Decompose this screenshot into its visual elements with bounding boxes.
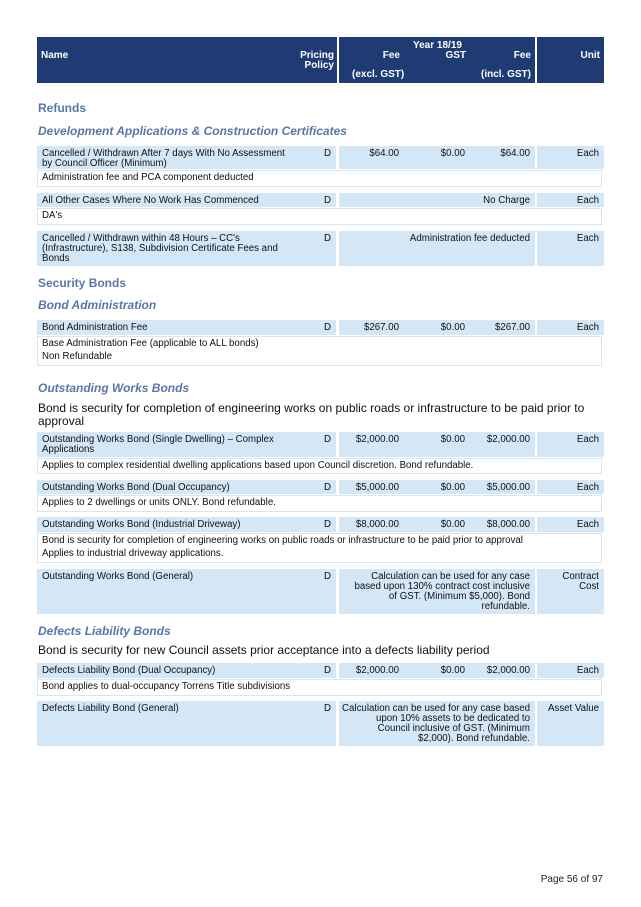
header-fee: Fee xyxy=(382,50,400,61)
unit-cell xyxy=(537,480,604,494)
subsection-bond-admin: Bond Administration xyxy=(38,298,157,312)
pricing-policy: D xyxy=(324,434,331,445)
note-line: Applies to industrial driveway applications. xyxy=(42,547,224,559)
row-note: Bond applies to dual-occupancy Torrens Title subdivisions xyxy=(37,679,602,696)
fee-name: Bond Administration Fee xyxy=(42,322,148,333)
fee-name: Cancelled / Withdrawn After 7 days With No Assessment by Council Officer (Minimum) xyxy=(42,148,285,169)
pricing-policy: D xyxy=(324,665,331,676)
unit-cell xyxy=(537,517,604,532)
header-year: Year 18/19 xyxy=(413,40,462,51)
fee-incl: $8,000.00 xyxy=(486,519,530,530)
section-security-bonds: Security Bonds xyxy=(38,276,127,290)
note-line: Bond is security for completion of engineering works on public roads or infrastructure to be paid prior to approval xyxy=(42,535,523,546)
fee-excl: $2,000.00 xyxy=(355,665,399,676)
fee-excl: $5,000.00 xyxy=(355,482,399,493)
header-policy: Policy xyxy=(304,60,334,71)
fee-name: Outstanding Works Bond (Single Dwelling) – Complex Applications xyxy=(42,434,274,455)
fee-values xyxy=(339,517,535,532)
fee-name: Outstanding Works Bond (Industrial Driveway) xyxy=(42,519,241,530)
fee-name: Defects Liability Bond (Dual Occupancy) xyxy=(42,665,216,676)
fee-gst: $0.00 xyxy=(440,322,465,333)
fee-gst: $0.00 xyxy=(440,482,465,493)
fee-values xyxy=(339,193,535,207)
fee-values xyxy=(339,663,535,678)
outstanding-intro: Bond is security for completion of engineering works on public roads or infrastructure to be paid prior to approval xyxy=(38,401,585,428)
unit-cell xyxy=(537,320,604,335)
table-row xyxy=(37,480,336,494)
table-row xyxy=(37,193,336,207)
fee-gst: $0.00 xyxy=(440,665,465,676)
fee-incl: $267.00 xyxy=(494,322,530,333)
header-pricing: Pricing xyxy=(300,50,334,61)
unit: Each xyxy=(576,195,599,206)
row-note xyxy=(37,533,602,563)
unit-cell xyxy=(537,701,604,746)
header-fees-cell xyxy=(339,37,535,83)
table-row xyxy=(37,569,336,614)
fee-values xyxy=(339,231,535,266)
fee-values xyxy=(339,432,535,457)
fee-values xyxy=(339,569,535,614)
unit-cell xyxy=(537,569,604,614)
header-incl: (incl. GST) xyxy=(481,69,531,80)
fee-gst: $0.00 xyxy=(440,519,465,530)
unit: Each xyxy=(576,434,599,445)
row-note: Applies to complex residential dwelling applications based upon Council discretion. Bond refundable. xyxy=(37,458,602,474)
subsection-dev-apps: Development Applications & Construction Certificates xyxy=(38,124,347,138)
fee-gst: $0.00 xyxy=(440,434,465,445)
row-note: Administration fee and PCA component deducted xyxy=(37,170,602,187)
pricing-policy: D xyxy=(324,322,331,333)
row-note: DA's xyxy=(37,208,602,225)
fee-name: All Other Cases Where No Work Has Commenced xyxy=(42,195,259,206)
row-note: Applies to 2 dwellings or units ONLY. Bond refundable. xyxy=(37,495,602,512)
fee-span: Administration fee deducted xyxy=(409,233,530,244)
unit: Each xyxy=(576,322,599,333)
pricing-policy: D xyxy=(324,703,331,714)
fee-name: Outstanding Works Bond (General) xyxy=(42,571,194,582)
subsection-outstanding-works: Outstanding Works Bonds xyxy=(38,381,190,395)
fee-name: Outstanding Works Bond (Dual Occupancy) xyxy=(42,482,230,493)
table-row xyxy=(37,701,336,746)
header-name-cell xyxy=(37,37,337,83)
fee-excl: $267.00 xyxy=(363,322,399,333)
fee-incl: $2,000.00 xyxy=(486,434,530,445)
fee-incl: $64.00 xyxy=(500,148,530,159)
unit: Each xyxy=(576,148,599,159)
header-name: Name xyxy=(41,50,69,61)
table-row xyxy=(37,432,336,457)
fee-incl: $2,000.00 xyxy=(486,665,530,676)
fee-name: Cancelled / Withdrawn within 48 Hours – CC's (Infrastructure), S138, Subdivision Certificate Fees and Bonds xyxy=(42,233,278,264)
unit: Asset Value xyxy=(548,703,599,714)
fee-span: Calculation can be used for any case based upon 130% contract cost inclusive of GST. (Minimum $5,000). Bond refundable. xyxy=(354,571,530,612)
table-row xyxy=(37,231,336,266)
header-excl: (excl. GST) xyxy=(352,69,405,80)
fee-excl: $8,000.00 xyxy=(355,519,399,530)
defects-intro: Bond is security for new Council assets prior acceptance into a defects liability period xyxy=(38,643,490,657)
fee-span: Calculation can be used for any case based upon 10% assets to be dedicated to Council inclusive of GST. (Minimum $2,000). Bond refundable. xyxy=(342,703,530,744)
section-refunds: Refunds xyxy=(38,101,86,115)
note-line: Base Administration Fee (applicable to ALL bonds) xyxy=(42,338,259,349)
unit: Each xyxy=(576,233,599,244)
unit-cell xyxy=(537,663,604,678)
note-line: Non Refundable xyxy=(42,350,113,362)
header-unit: Unit xyxy=(580,50,600,61)
pricing-policy: D xyxy=(324,519,331,530)
page-number: Page 56 of 97 xyxy=(540,874,603,885)
fee-gst: $0.00 xyxy=(440,148,465,159)
unit-cell xyxy=(537,146,604,169)
fee-excl: $2,000.00 xyxy=(355,434,399,445)
table-row xyxy=(37,663,336,678)
header-unit-cell xyxy=(537,37,604,83)
fee-values xyxy=(339,320,535,335)
header-gst: GST xyxy=(445,50,466,61)
fee-name: Defects Liability Bond (General) xyxy=(42,703,179,714)
table-row xyxy=(37,517,336,532)
pricing-policy: D xyxy=(324,233,331,244)
table-row xyxy=(37,320,336,335)
subsection-defects-liability: Defects Liability Bonds xyxy=(38,624,171,638)
unit: Each xyxy=(576,519,599,530)
unit-cell xyxy=(537,432,604,457)
table-row xyxy=(37,146,336,169)
pricing-policy: D xyxy=(324,571,331,582)
unit: Contract Cost xyxy=(562,571,599,592)
header-fee-incl: Fee xyxy=(513,50,531,61)
unit: Each xyxy=(576,482,599,493)
unit-cell xyxy=(537,231,604,266)
fee-values xyxy=(339,701,535,746)
row-note xyxy=(37,336,602,366)
pricing-policy: D xyxy=(324,148,331,159)
pricing-policy: D xyxy=(324,482,331,493)
fee-span: No Charge xyxy=(483,195,530,206)
fee-values xyxy=(339,146,535,169)
unit: Each xyxy=(576,665,599,676)
fee-values xyxy=(339,480,535,494)
unit-cell xyxy=(537,193,604,207)
pricing-policy: D xyxy=(324,195,331,206)
fee-excl: $64.00 xyxy=(369,148,399,159)
fee-incl: $5,000.00 xyxy=(486,482,530,493)
